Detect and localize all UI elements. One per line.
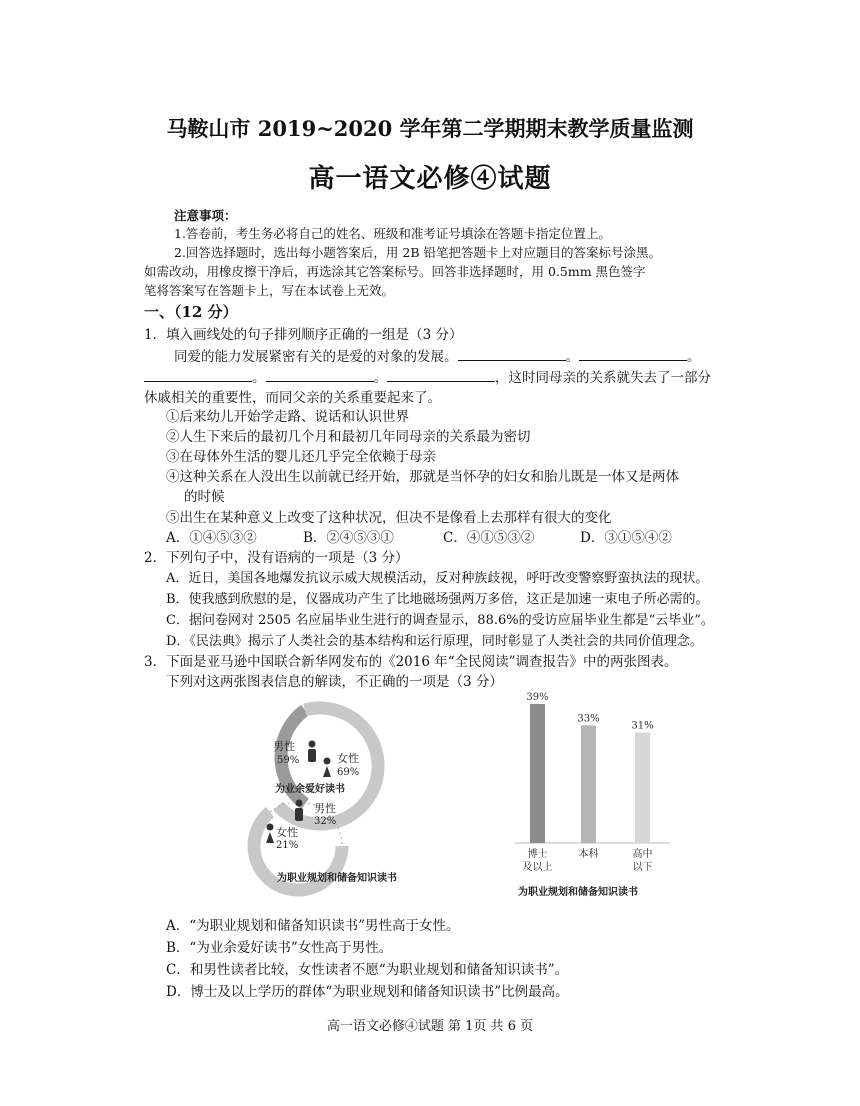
q3-option-d[interactable]: D．博士及以上学历的群体“为职业规划和储备知识读书”比例最高。 <box>166 984 569 1000</box>
period: 。 <box>373 370 387 386</box>
q2-option-b[interactable]: B．使我感到欣慰的是，仪器成功产生了比地磁场强两万多倍，这正是加速一束电子所必需的。 <box>166 592 709 607</box>
bar <box>635 733 650 843</box>
notice-item-2-line-3: 笔将答案写在答题卡上，写在本试卷上无效。 <box>144 283 395 298</box>
bar <box>530 704 545 843</box>
q3-stem-line-2: 下列对这两张图表信息的解读，不正确的一项是（3 分） <box>166 674 503 690</box>
female-person-icon <box>323 758 331 778</box>
blank-line <box>458 346 566 361</box>
bar-caption: 为职业规划和储备知识读书 <box>518 887 638 898</box>
q1-passage-line-3: 休戚相关的重要性，而同父亲的关系重要起来了。 <box>144 390 441 406</box>
bar-value-label: 33% <box>577 713 600 725</box>
q1-item-3: ③在母体外生活的婴儿还几乎完全依赖于母亲 <box>166 449 436 465</box>
hobby-caption: 为业余爱好读书 <box>275 784 345 795</box>
q1-item-5: ⑤出生在某种意义上改变了这种状况，但决不是像看上去那样有很大的变化 <box>166 510 612 526</box>
male-person-icon <box>295 800 303 822</box>
female-label: 女性 <box>276 826 298 839</box>
reading-survey-figure <box>230 690 680 900</box>
female-label: 女性 <box>337 752 359 765</box>
period: 。 <box>687 349 701 365</box>
category-label: 高中 <box>632 849 653 860</box>
q1-option-c[interactable]: C．④①⑤③② <box>443 530 535 546</box>
male-value: 32% <box>314 816 337 827</box>
q1-option-b[interactable]: B．②④⑤③① <box>303 530 394 546</box>
category-label: 本科 <box>578 849 599 860</box>
female-value: 21% <box>276 840 299 851</box>
notice-heading: 注意事项： <box>174 208 237 223</box>
female-person-icon <box>266 824 274 844</box>
male-label: 男性 <box>273 740 295 753</box>
blank-line <box>144 367 252 382</box>
female-value: 69% <box>337 767 360 778</box>
q3-option-a[interactable]: A．“为职业规划和储备知识读书”男性高于女性。 <box>166 918 460 934</box>
section-heading: 一、（12 分） <box>144 303 238 321</box>
q1-item-1: ①后来幼儿开始学走路、说话和认识世界 <box>166 409 409 425</box>
q2-option-a[interactable]: A．近日，美国各地爆发抗议示威大规模活动，反对种族歧视，呼吁改变警察野蛮执法的现状。 <box>166 571 709 586</box>
period: 。 <box>565 349 579 365</box>
bar <box>581 725 596 843</box>
male-value: 59% <box>277 755 300 766</box>
notice-item-2-line-1: 2.回答选择题时，选出每小题答案后，用 2B 铅笔把答题卡上对应题目的答案标号涂黑。 <box>174 245 662 260</box>
q1-option-d[interactable]: D．③①⑤④② <box>580 530 672 546</box>
category-label: 及以上 <box>522 862 553 873</box>
q2-option-c[interactable]: C．据问卷网对 2505 名应届毕业生进行的调查显示，88.6%的受访应届毕业生都是“云毕业”。 <box>166 613 714 628</box>
document-title: 马鞍山市 2019~2020 学年第二学期期末教学质量监测 <box>166 116 694 141</box>
q1-item-4-cont: 的时候 <box>184 489 225 505</box>
q1-passage-text: ，这时同母亲的关系就失去了一部分 <box>495 370 711 386</box>
period: 。 <box>252 370 266 386</box>
q2-option-d[interactable]: D．《民法典》揭示了人类社会的基本结构和运行原理，同时彰显了人类社会的共同价值理念。 <box>166 634 703 649</box>
q1-passage-text: 同爱的能力发展紧密有关的是爱的对象的发展。 <box>174 349 458 365</box>
notice-item-2-line-2: 如需改动，用橡皮擦干净后，再选涂其它答案标号。回答非选择题时，用 0.5mm 黑色签字 <box>144 264 646 279</box>
bar-value-label: 31% <box>631 720 654 732</box>
blank-line <box>266 367 374 382</box>
career-reading-chart <box>254 800 397 891</box>
male-label: 男性 <box>314 802 336 815</box>
q1-option-a[interactable]: A．①④⑤③② <box>166 530 257 546</box>
q1-stem: 1．填入画线处的句子排列顺序正确的一组是（3 分） <box>144 327 463 343</box>
q3-option-c[interactable]: C．和男性读者比较，女性读者不愿“为职业规划和储备知识读书”。 <box>166 962 569 978</box>
education-bar-chart <box>515 692 670 898</box>
q3-stem-line-1: 3．下面是亚马逊中国联合新华网发布的《2016 年“全民阅读”调查报告》中的两张图表。 <box>144 654 678 670</box>
q1-item-4: ④这种关系在人没出生以前就已经开始，那就是当怀孕的妇女和胎儿既是一体又是两体 <box>166 469 679 485</box>
q2-stem: 2．下列句子中，没有语病的一项是（3 分） <box>144 550 409 566</box>
document-subtitle: 高一语文必修④试题 <box>308 164 552 194</box>
page-footer: 高一语文必修④试题 第 1页 共 6 页 <box>326 1019 534 1034</box>
bar-value-label: 39% <box>526 692 549 703</box>
category-label: 博士 <box>527 849 548 860</box>
notice-item-1: 1.答卷前，考生务必将自己的姓名、班级和准考证号填涂在答题卡指定位置上。 <box>174 226 611 241</box>
category-label: 以下 <box>632 862 653 873</box>
career-caption: 为职业规划和储备知识读书 <box>277 873 397 884</box>
male-person-icon <box>308 741 316 763</box>
q3-option-b[interactable]: B．“为业余爱好读书”女性高于男性。 <box>166 940 393 956</box>
q1-item-2: ②人生下来后的最初几个月和最初几年同母亲的关系最为密切 <box>166 429 531 445</box>
blank-line <box>387 367 495 382</box>
q1-passage-line-2 <box>144 367 711 388</box>
q1-options <box>166 528 672 548</box>
q1-passage-line-1 <box>174 346 701 367</box>
blank-line <box>579 346 687 361</box>
